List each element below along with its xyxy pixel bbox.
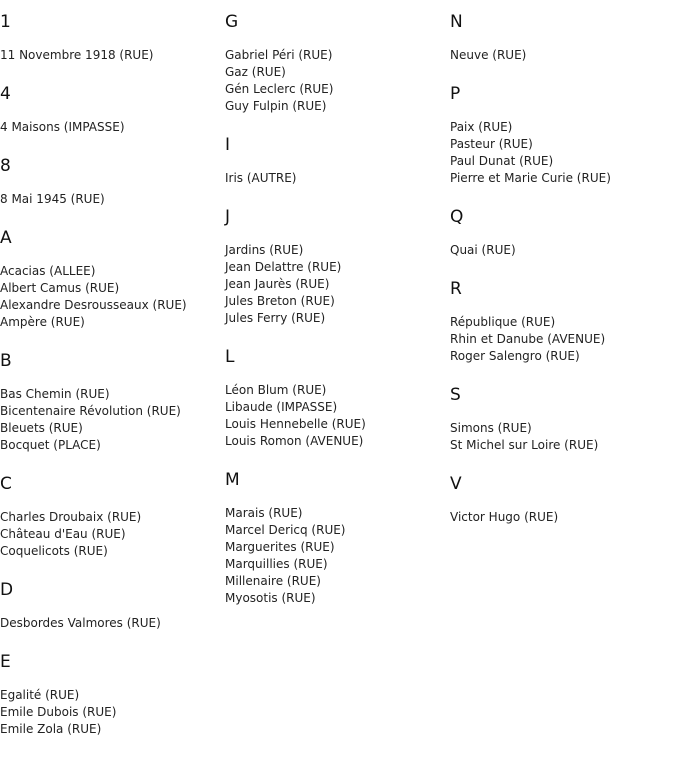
street-link[interactable]: Jardins (RUE): [225, 243, 304, 257]
street-list: [450, 119, 675, 187]
letter-heading: N: [450, 12, 463, 32]
street-link[interactable]: Acacias (ALLEE): [0, 264, 96, 278]
street-link[interactable]: Egalité (RUE): [0, 688, 80, 702]
letter-heading: 4: [0, 84, 11, 104]
street-link[interactable]: Gaz (RUE): [225, 65, 286, 79]
letter-heading: M: [225, 470, 240, 490]
street-list: [225, 382, 450, 450]
street-list: [0, 687, 225, 738]
street-list: [0, 47, 225, 64]
letter-heading: D: [0, 580, 14, 600]
street-list: [0, 615, 225, 632]
letter-heading: C: [0, 474, 12, 494]
street-list: [0, 263, 225, 331]
street-list: [225, 505, 450, 607]
letter-group: [225, 347, 450, 450]
letter-group: [0, 228, 225, 331]
letter-heading: L: [225, 347, 235, 367]
letter-heading: E: [0, 652, 11, 672]
letter-group: [0, 474, 225, 560]
street-link[interactable]: Rhin et Danube (AVENUE): [450, 332, 606, 346]
street-link[interactable]: Marcel Dericq (RUE): [225, 523, 346, 537]
street-list: [0, 119, 225, 136]
letter-heading: I: [225, 135, 231, 155]
letter-heading: Q: [450, 207, 464, 227]
street-link[interactable]: St Michel sur Loire (RUE): [450, 438, 599, 452]
street-link[interactable]: Myosotis (RUE): [225, 591, 316, 605]
street-link[interactable]: Paix (RUE): [450, 120, 513, 134]
letter-heading: 8: [0, 156, 11, 176]
street-link[interactable]: Quai (RUE): [450, 243, 516, 257]
letter-group: [0, 351, 225, 454]
letter-group: [0, 156, 225, 208]
letter-heading: J: [225, 207, 231, 227]
index-column-3: [450, 0, 675, 526]
street-link[interactable]: Louis Romon (AVENUE): [225, 434, 364, 448]
street-list: [225, 47, 450, 115]
letter-group: [0, 84, 225, 136]
street-list: [225, 242, 450, 327]
street-link[interactable]: Albert Camus (RUE): [0, 281, 120, 295]
street-link[interactable]: Bleuets (RUE): [0, 421, 83, 435]
street-link[interactable]: Desbordes Valmores (RUE): [0, 616, 161, 630]
street-link[interactable]: Charles Droubaix (RUE): [0, 510, 142, 524]
letter-heading: S: [450, 385, 461, 405]
street-link[interactable]: Alexandre Desrousseaux (RUE): [0, 298, 187, 312]
street-list: [0, 386, 225, 454]
street-link[interactable]: Marquillies (RUE): [225, 557, 328, 571]
street-link[interactable]: Bicentenaire Révolution (RUE): [0, 404, 181, 418]
letter-group: [225, 470, 450, 607]
letter-group: [0, 652, 225, 738]
street-link[interactable]: Marais (RUE): [225, 506, 303, 520]
street-link[interactable]: Victor Hugo (RUE): [450, 510, 559, 524]
street-link[interactable]: Jean Delattre (RUE): [225, 260, 342, 274]
index-column-1: [0, 0, 225, 738]
index-column-2: [225, 0, 450, 607]
street-link[interactable]: Libaude (IMPASSE): [225, 400, 338, 414]
street-link[interactable]: Bocquet (PLACE): [0, 438, 101, 452]
letter-group: [450, 474, 675, 526]
street-list: [450, 509, 675, 526]
letter-group: [0, 12, 225, 64]
street-list: [450, 242, 675, 259]
street-list: [0, 191, 225, 208]
street-link[interactable]: Château d'Eau (RUE): [0, 527, 126, 541]
street-link[interactable]: Paul Dunat (RUE): [450, 154, 554, 168]
street-link[interactable]: Simons (RUE): [450, 421, 532, 435]
street-list: [450, 420, 675, 454]
street-link[interactable]: Emile Dubois (RUE): [0, 705, 117, 719]
street-link[interactable]: Pasteur (RUE): [450, 137, 533, 151]
letter-heading: B: [0, 351, 12, 371]
letter-group: [450, 385, 675, 454]
street-link[interactable]: Bas Chemin (RUE): [0, 387, 110, 401]
street-link[interactable]: Millenaire (RUE): [225, 574, 321, 588]
street-link[interactable]: Ampère (RUE): [0, 315, 85, 329]
letter-heading: 1: [0, 12, 11, 32]
street-link[interactable]: Jules Breton (RUE): [225, 294, 335, 308]
letter-group: [225, 207, 450, 327]
letter-group: [225, 12, 450, 115]
street-link[interactable]: Gabriel Péri (RUE): [225, 48, 333, 62]
street-link[interactable]: Roger Salengro (RUE): [450, 349, 580, 363]
letter-heading: P: [450, 84, 461, 104]
letter-group: [450, 207, 675, 259]
letter-group: [0, 580, 225, 632]
street-link[interactable]: Iris (AUTRE): [225, 171, 297, 185]
street-link[interactable]: 11 Novembre 1918 (RUE): [0, 48, 154, 62]
street-link[interactable]: Léon Blum (RUE): [225, 383, 327, 397]
street-list: [0, 509, 225, 560]
street-list: [450, 47, 675, 64]
letter-group: [450, 84, 675, 187]
letter-heading: R: [450, 279, 462, 299]
letter-group: [225, 135, 450, 187]
street-link[interactable]: 8 Mai 1945 (RUE): [0, 192, 105, 206]
street-link[interactable]: Coquelicots (RUE): [0, 544, 108, 558]
street-link[interactable]: Louis Hennebelle (RUE): [225, 417, 366, 431]
street-link[interactable]: Emile Zola (RUE): [0, 722, 102, 736]
street-list: [450, 314, 675, 365]
street-link[interactable]: Pierre et Marie Curie (RUE): [450, 171, 611, 185]
street-link[interactable]: République (RUE): [450, 315, 556, 329]
street-link[interactable]: Guy Fulpin (RUE): [225, 99, 327, 113]
street-link[interactable]: Jules Ferry (RUE): [225, 311, 326, 325]
street-link[interactable]: Neuve (RUE): [450, 48, 527, 62]
street-list: [225, 170, 450, 187]
street-link[interactable]: 4 Maisons (IMPASSE): [0, 120, 125, 134]
letter-heading: A: [0, 228, 12, 248]
letter-group: [450, 12, 675, 64]
street-link[interactable]: Jean Jaurès (RUE): [225, 277, 330, 291]
street-link[interactable]: Gén Leclerc (RUE): [225, 82, 334, 96]
letter-heading: V: [450, 474, 462, 494]
letter-heading: G: [225, 12, 239, 32]
street-link[interactable]: Marguerites (RUE): [225, 540, 335, 554]
letter-group: [450, 279, 675, 365]
